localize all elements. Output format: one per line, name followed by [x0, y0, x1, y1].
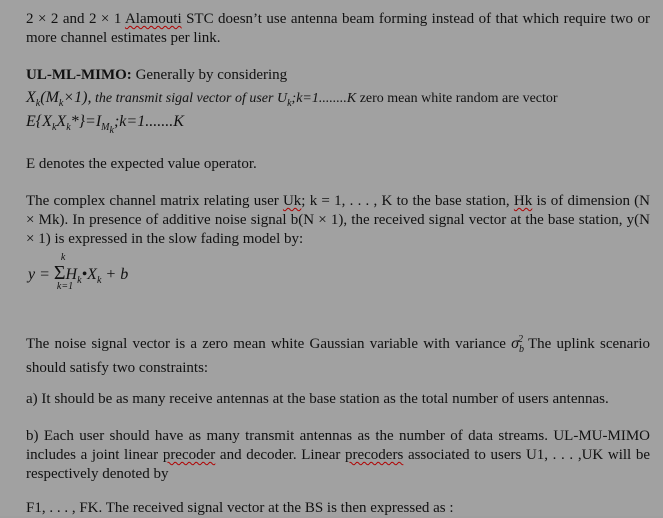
sum-upper-limit: k [60, 252, 66, 263]
math-expression: ;k=1.......K [113, 113, 184, 130]
paragraph-channel-matrix [26, 192, 650, 249]
spellcheck-word: precoders [345, 447, 404, 463]
formula-term: H [65, 266, 78, 283]
math-text: ;k=1........K [291, 91, 357, 106]
sum-symbol: k Σ k=1 [53, 252, 74, 292]
math-symbol: σ [511, 335, 519, 352]
text-run: 2 × 2 and 2 × 1 [26, 11, 125, 27]
text-run: zero mean white random are vector [356, 91, 558, 106]
paragraph-constraint-b [26, 427, 650, 484]
section-heading: UL-ML-MIMO: [26, 67, 132, 83]
text-run: E denotes the expected value operator. [26, 156, 257, 172]
received-signal-formula: y = k Σ k=1 $H_k•X_k + b$ [28, 252, 129, 292]
spellcheck-word: Alamouti [124, 11, 182, 27]
formula-lhs: y = [28, 266, 54, 283]
spellcheck-word: precoder [162, 447, 216, 463]
paragraph-expectation: $E\{X_kX_k*\}=I_{M_k};k=1.......K$ [26, 113, 184, 136]
text-run: The noise signal vector is a zero mean white Gaussian variable with variance [26, 336, 512, 352]
paragraph-alamouti [26, 10, 650, 48]
math-symbol: ×1), [63, 89, 92, 106]
paragraph-expected-value [26, 155, 650, 174]
text-run: The uplink scenario should satisfy two constraints: [26, 336, 650, 376]
text-run: F1, . . . , FK. The received signal vector at the BS is then expressed as : [26, 500, 454, 516]
paragraph-received-bs [26, 499, 650, 518]
text-run: b) Each user should have as many transmit antennas as the number of data streams. UL-MU-MIMO includes a joint linear [26, 428, 650, 463]
text-run: STC doesn’t use antenna beam forming instead of that which require two or more channel estimates per link. [26, 11, 650, 46]
text-run: associated to users U1, . . . ,UK will be respectively denoted by [26, 447, 650, 482]
sum-lower-limit: k=1 [56, 281, 74, 292]
paragraph-ulmlmimo-heading [26, 66, 650, 85]
math-symbol: X [26, 89, 36, 106]
text-run: The complex channel matrix relating user [26, 193, 283, 209]
paragraph-transmit-vector: $X_k(M_k\times 1)$, the transmit sigal vector of user $U_k;k=1........K$ zero mean white random are vector [26, 89, 558, 109]
math-text: the transmit sigal vector of user U [91, 91, 288, 106]
text-run: and decoder. Linear [215, 447, 345, 463]
math-symbol: (M [40, 89, 59, 106]
math-expression: *}=I [70, 113, 102, 130]
paragraph-constraint-a [26, 390, 650, 409]
paragraph-noise-vector: The noise signal vector is a zero mean white Gaussian variable with variance $\sigma_b^2$ The uplink scenario should satisfy two constraints: [26, 334, 650, 376]
text-run: a) It should be as many receive antennas at the base station as the total number of users antennas. [26, 391, 609, 407]
formula-term: + b [101, 266, 129, 283]
spellcheck-word: Uk [282, 193, 302, 209]
spellcheck-word: Hk [513, 193, 533, 209]
text-run: ; k = 1, . . . , K to the base station, [301, 193, 514, 209]
text-run: is of dimension (N × Mk). In presence of additive noise signal b(N × 1), the received signal vector at the base station, y(N × 1) is expressed in the slow fading model by: [26, 193, 650, 247]
text-run: Generally by considering [131, 67, 288, 83]
math-expression: E{X [26, 113, 52, 130]
formula-term: •X [81, 266, 97, 283]
math-expression: X [56, 113, 67, 130]
